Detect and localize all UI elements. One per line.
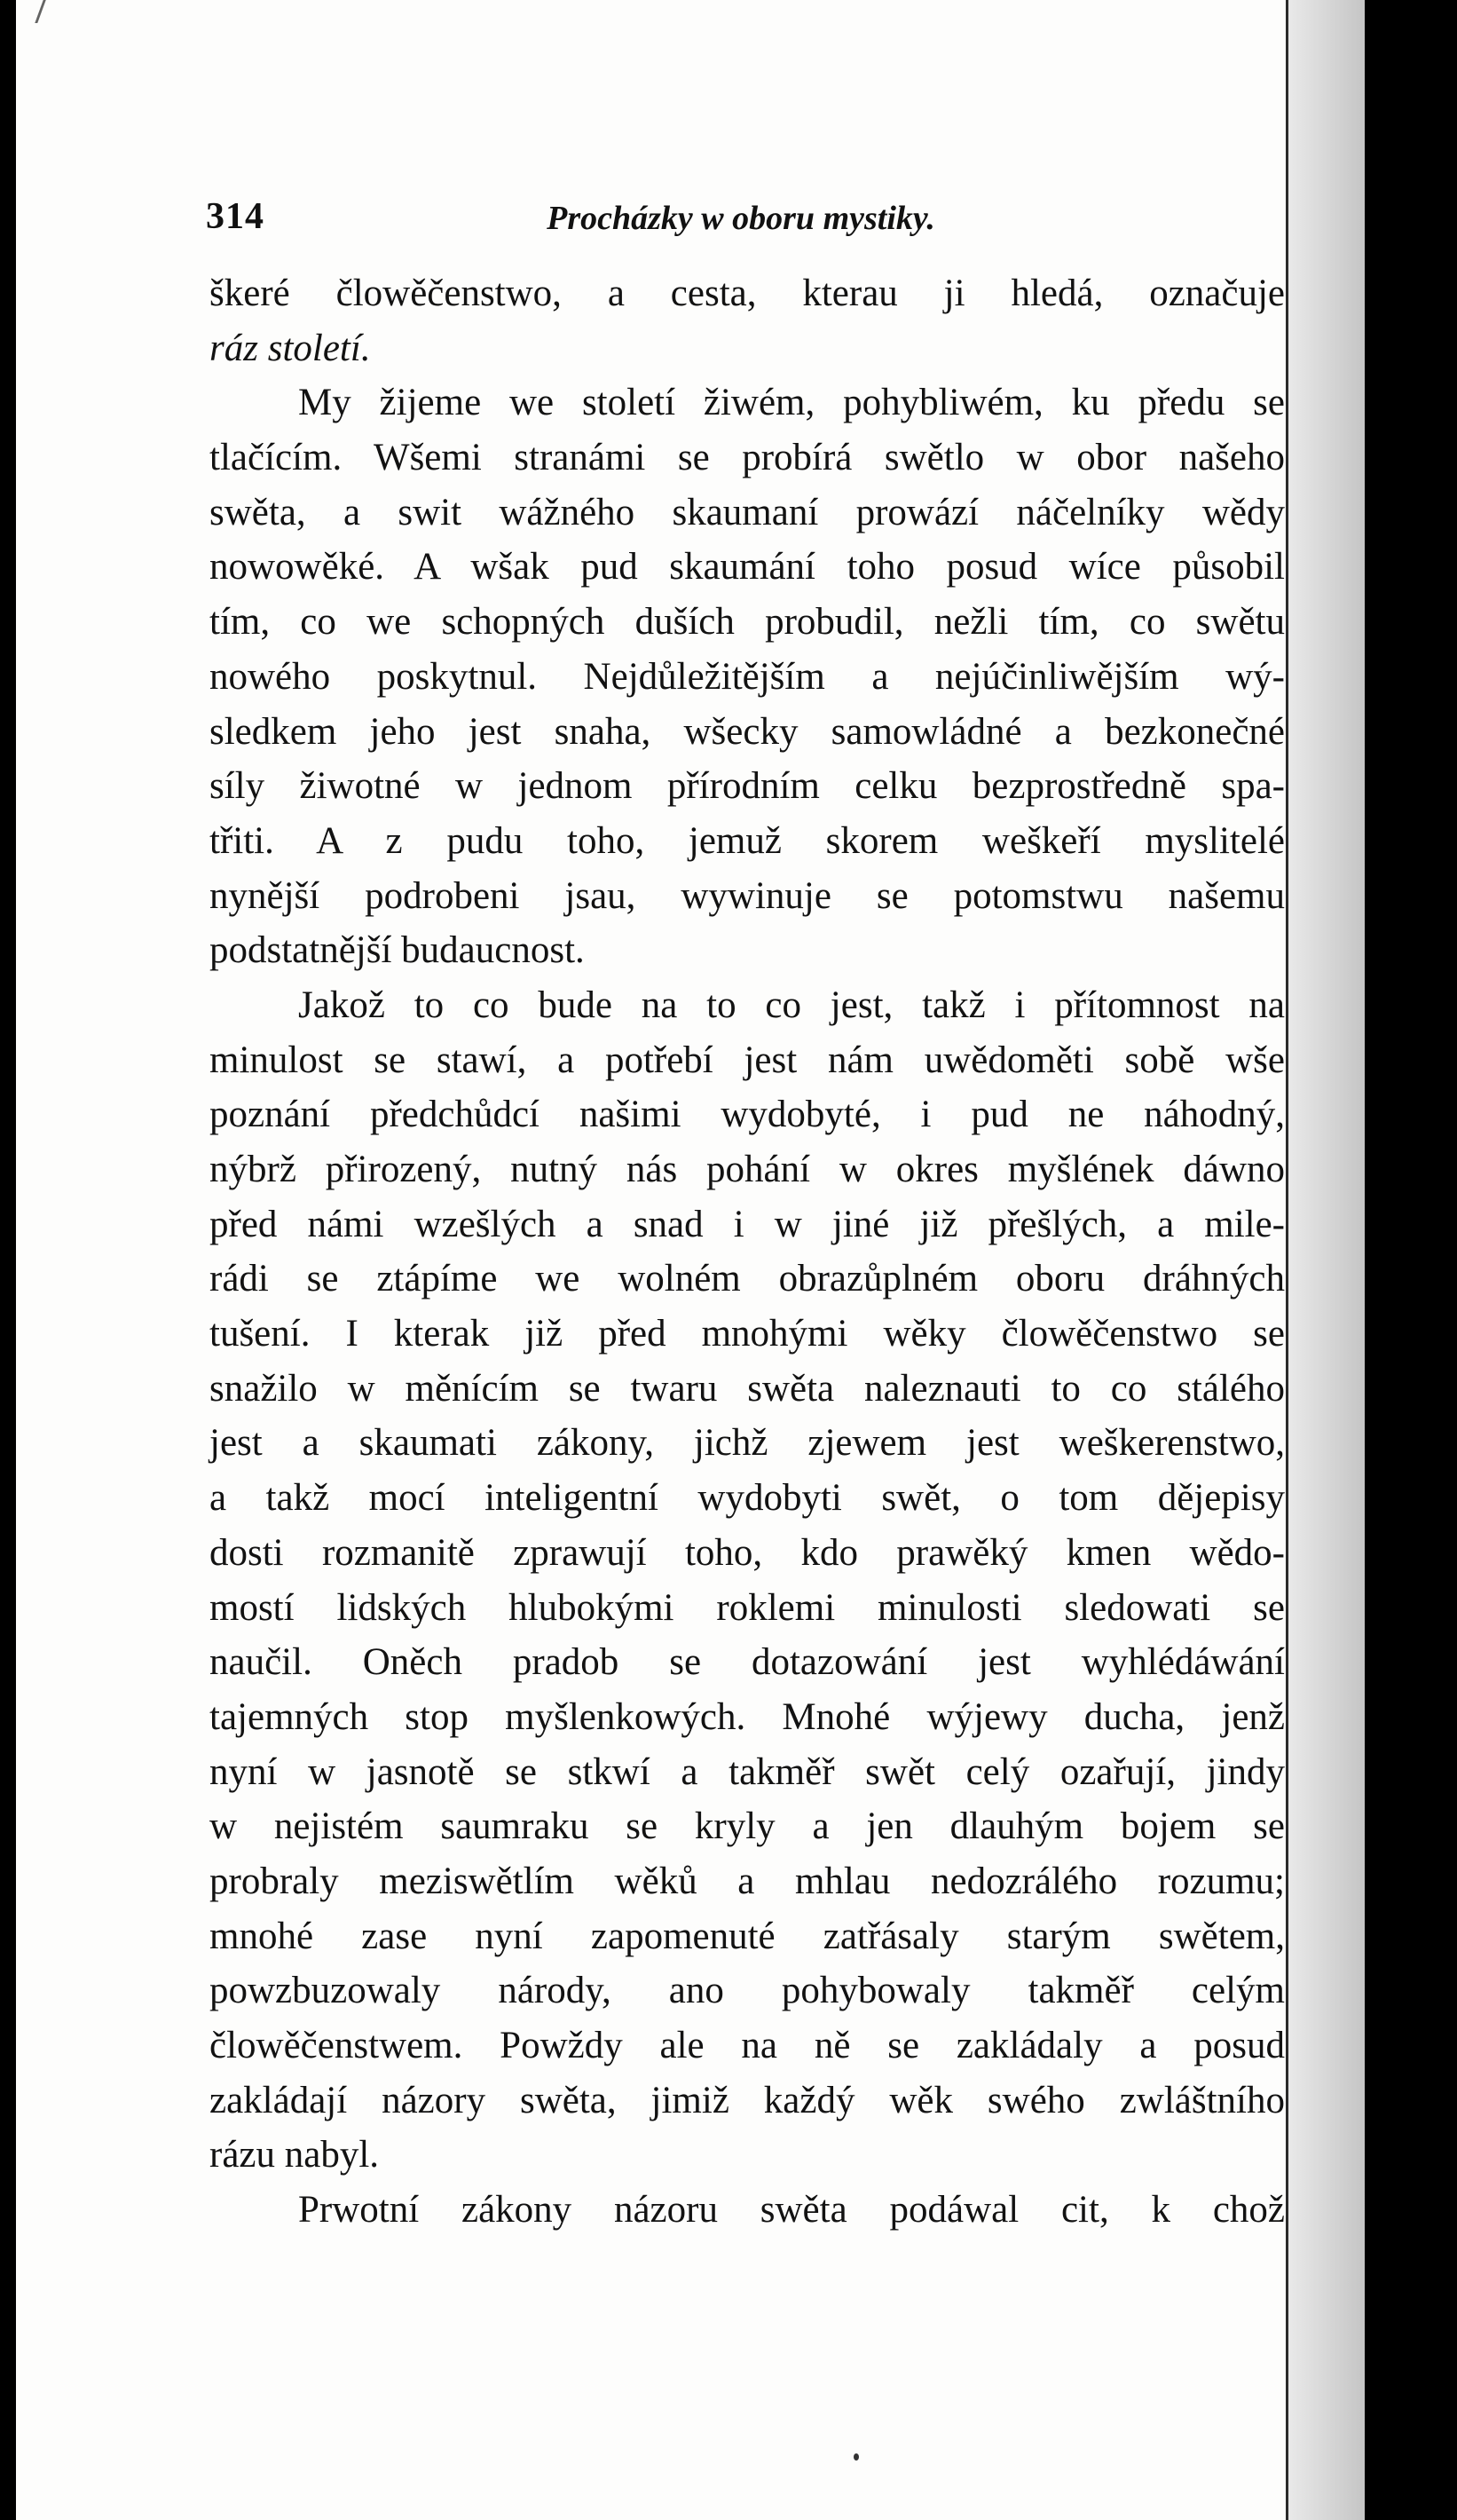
text-line: člowěčenstwem. Powždy ale na ně se zakládaly a posud [209,2025,1285,2066]
text-line: nýbrž přirozený, nutný nás pohání w okres myšlének dáwno [209,1149,1285,1190]
text-line: nynější podrobeni jsau, wywinuje se potomstwu našemu [209,874,1285,917]
text-line: w nejistém saumraku se kryly a jen dlauhým bojem se [209,1805,1285,1848]
page-edge-shadow [1288,0,1365,2520]
text-line: naučil. Oněch pradob se dotazowání jest wyhlédáwání [209,1641,1285,1684]
running-title: Procházky w oboru mystiky. [547,200,935,237]
book-page [16,0,1365,2520]
text-line: swěta, a swit wážného skaumaní prowází náčelníky wědy [209,491,1285,533]
text-line: nowého poskytnul. Nejdůležitějším a nejúčinliwějším wý- [209,655,1285,698]
text-line: síly žiwotné w jednom přírodním celku bezprostředně spa- [209,765,1285,808]
text-line: rádi se ztápíme we wolném obrazůplném oboru dráhných [209,1258,1285,1300]
text-line: a takž mocí inteligentní wydobyti swět, o tom dějepisy [209,1477,1285,1520]
text-line: Jakož to co bude na to co jest, takž i přítomnost na [298,984,1285,1026]
paragraph [209,2183,1285,2238]
text-line: tajemných stop myšlenkowých. Mnohé wýjewy ducha, jenž [209,1695,1285,1738]
text-line: tušení. I kterak již před mnohými wěky člowěčenstwo se [209,1313,1285,1355]
text-line: mnohé zase nyní zapomenuté zatřásaly starým swětem, [209,1915,1285,1957]
text-line: škeré člowěčenstwo, a cesta, kterau ji hledá, označuje [209,273,1285,314]
text-line: dosti rozmanitě zprawují toho, kdo prawěký kmen wědo- [209,1531,1285,1574]
text-line: snažilo w měnícím se twaru swěta naleznauti to co stálého [209,1367,1285,1410]
text-line: mostí lidských hlubokými roklemi minulosti sledowati se [209,1586,1285,1629]
text-line: My žijeme we století žiwém, pohybliwém, ku předu se [298,382,1285,424]
body-text [209,266,1285,2238]
text-line: podstatnější budaucnost. [209,929,585,972]
stray-mark [854,2453,859,2461]
page-number: 314 [206,196,264,237]
text-line: minulost se stawí, a potřebí jest nám uwědoměti sobě wše [209,1039,1285,1081]
text-line: ráz století. [209,327,371,369]
text-line: nyní w jasnotě se stkwí a takměř swět celý ozařují, jindy [209,1750,1285,1793]
text-line: nowowěké. A wšak pud skaumání toho posud wíce působil [209,546,1285,589]
text-line: tím, co we schopných duších probudil, nežli tím, co swětu [209,601,1285,644]
text-line: poznání předchůdcí našimi wydobyté, i pud ne náhodný, [209,1094,1285,1136]
text-line: třiti. A z pudu toho, jemuž skorem weškeří myslitelé [209,819,1285,862]
text-line: tlačícím. Wšemi stranámi se probírá swětlo w obor našeho [209,437,1285,479]
paragraph [209,375,1285,978]
paragraph [209,266,1285,375]
text-line: jest a skaumati zákony, jichž zjewem jest weškerenstwo, [209,1422,1285,1465]
text-line: probraly meziswětlím wěků a mhlau nedozrálého rozumu; [209,1860,1285,1902]
text-line: sledkem jeho jest snaha, wšecky samowládné a bezkonečné [209,710,1285,753]
scan-corner-mark [12,0,45,23]
text-line: před námi wzešlých a snad i w jiné již přešlých, a mile- [209,1203,1285,1245]
text-line: powzbuzowaly národy, ano pohybowaly takměř celým [209,1970,1285,2012]
paragraph [209,978,1285,2183]
text-line: Prwotní zákony názoru swěta podáwal cit, k chož [298,2189,1285,2232]
text-line: rázu nabyl. [209,2134,380,2176]
text-line: zakládají názory swěta, jimiž každý wěk swého zwláštního [209,2079,1285,2121]
page-header [195,195,1287,249]
